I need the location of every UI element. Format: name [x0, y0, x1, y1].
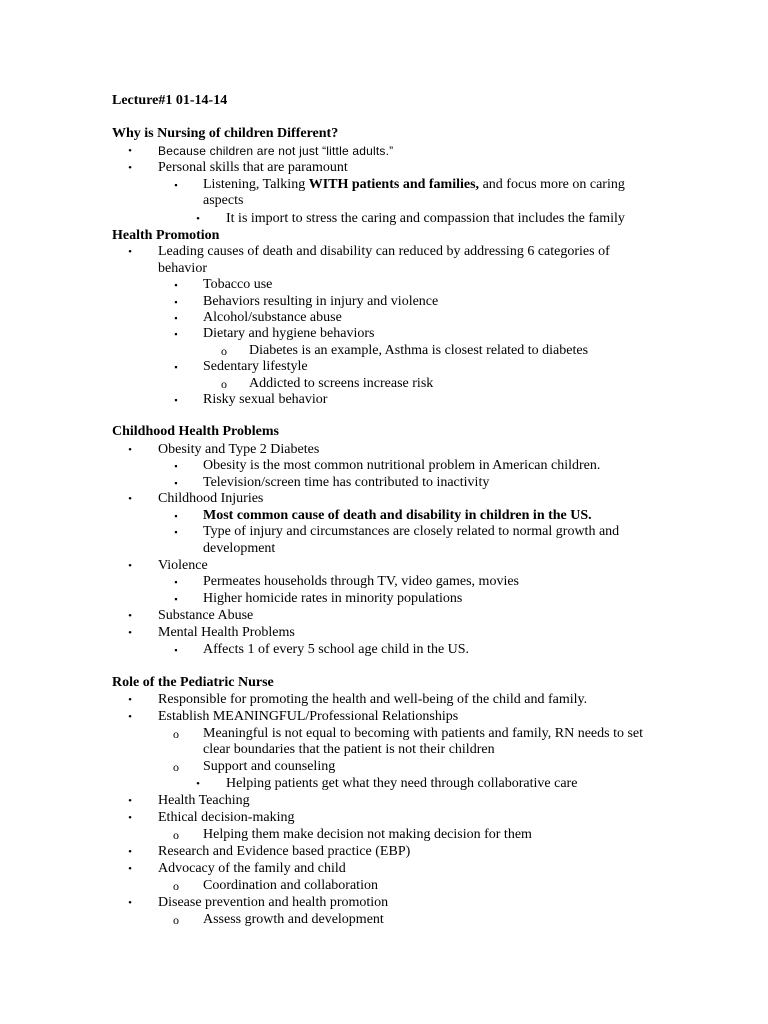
disc-bullet-icon: •	[196, 778, 200, 790]
section-heading: Why is Nursing of children Different?	[112, 126, 339, 141]
list-item-text: Television/screen time has contributed to inactivity	[203, 475, 490, 490]
disc-bullet-icon: •	[128, 444, 132, 456]
disc-bullet-icon: •	[128, 560, 132, 572]
list-item-text: Disease prevention and health promotion	[158, 895, 389, 910]
list-item-text: Helping patients get what they need through collaborative care	[226, 776, 578, 791]
disc-bullet-icon: •	[128, 812, 132, 824]
list-item-continuation: development	[203, 541, 276, 556]
plain-text: and focus more on caring	[479, 177, 625, 192]
section-heading: Health Promotion	[112, 228, 220, 243]
square-bullet-icon: ▪	[174, 297, 178, 307]
list-item-text: Affects 1 of every 5 school age child in the US.	[203, 642, 470, 657]
list-item-text: Meaningful is not equal to becoming with patients and family, RN needs to set	[203, 726, 644, 741]
list-item-text: Obesity and Type 2 Diabetes	[158, 442, 320, 457]
circle-bullet-icon: o	[221, 344, 227, 358]
list-item-text: Type of injury and circumstances are closely related to normal growth and	[203, 524, 620, 539]
square-bullet-icon: ▪	[174, 511, 178, 521]
list-item-text: Dietary and hygiene behaviors	[203, 326, 375, 341]
list-item-text: Assess growth and development	[203, 912, 384, 927]
disc-bullet-icon: •	[196, 213, 200, 225]
section-heading: Lecture#1 01-14-14	[112, 93, 228, 108]
list-item-text: Addicted to screens increase risk	[249, 376, 434, 391]
square-bullet-icon: ▪	[174, 577, 178, 587]
list-item-text: Coordination and collaboration	[203, 878, 378, 893]
circle-bullet-icon: o	[173, 913, 179, 927]
square-bullet-icon: ▪	[174, 180, 178, 190]
list-item-text: Substance Abuse	[158, 608, 254, 623]
disc-bullet-icon: •	[128, 145, 132, 157]
disc-bullet-icon: •	[128, 863, 132, 875]
disc-bullet-icon: •	[128, 627, 132, 639]
disc-bullet-icon: •	[128, 694, 132, 706]
disc-bullet-icon: •	[128, 846, 132, 858]
list-item-text: Violence	[158, 558, 208, 573]
disc-bullet-icon: •	[128, 493, 132, 505]
square-bullet-icon: ▪	[174, 478, 178, 488]
disc-bullet-icon: •	[128, 610, 132, 622]
list-item-text: Responsible for promoting the health and well-being of the child and family.	[158, 692, 588, 707]
circle-bullet-icon: o	[221, 377, 227, 391]
list-item-text: Mental Health Problems	[158, 625, 295, 640]
disc-bullet-icon: •	[128, 795, 132, 807]
list-item-text: Research and Evidence based practice (EBP)	[158, 844, 411, 859]
list-item-continuation: clear boundaries that the patient is not their children	[203, 742, 495, 757]
circle-bullet-icon: o	[173, 760, 179, 774]
emphasis-text: WITH patients and families,	[308, 177, 480, 192]
list-item-text: Ethical decision-making	[158, 810, 295, 825]
list-item-text: Diabetes is an example, Asthma is closest related to diabetes	[249, 343, 589, 358]
list-item-text: Tobacco use	[203, 277, 273, 292]
list-item-text: Higher homicide rates in minority populations	[203, 591, 463, 606]
list-item-text: Childhood Injuries	[158, 491, 264, 506]
list-item-text: Risky sexual behavior	[203, 392, 328, 407]
square-bullet-icon: ▪	[174, 313, 178, 323]
list-item-continuation: behavior	[158, 261, 207, 276]
disc-bullet-icon: •	[128, 897, 132, 909]
list-item-text: Health Teaching	[158, 793, 250, 808]
list-item-text	[203, 177, 625, 193]
circle-bullet-icon: o	[173, 828, 179, 842]
disc-bullet-icon: •	[128, 162, 132, 174]
list-item-text: It is import to stress the caring and compassion that includes the family	[226, 211, 625, 226]
list-item-text: Behaviors resulting in injury and violence	[203, 294, 439, 309]
list-item-text: Because children are not just “little adults.”	[158, 144, 394, 158]
list-item-continuation: aspects	[203, 193, 244, 208]
list-item-text: Leading causes of death and disability can reduced by addressing 6 categories of	[158, 244, 610, 259]
square-bullet-icon: ▪	[174, 395, 178, 405]
list-item-text: Personal skills that are paramount	[158, 160, 348, 175]
section-heading: Role of the Pediatric Nurse	[112, 675, 274, 690]
square-bullet-icon: ▪	[174, 329, 178, 339]
list-item-text: Most common cause of death and disability in children in the US.	[203, 508, 592, 523]
list-item-text: Sedentary lifestyle	[203, 359, 308, 374]
section-heading: Childhood Health Problems	[112, 424, 279, 439]
circle-bullet-icon: o	[173, 879, 179, 893]
square-bullet-icon: ▪	[174, 461, 178, 471]
list-item-text: Obesity is the most common nutritional problem in American children.	[203, 458, 601, 473]
list-item-text: Establish MEANINGFUL/Professional Relationships	[158, 709, 459, 724]
disc-bullet-icon: •	[128, 711, 132, 723]
square-bullet-icon: ▪	[174, 645, 178, 655]
list-item-text: Alcohol/substance abuse	[203, 310, 342, 325]
list-item-text: Advocacy of the family and child	[158, 861, 346, 876]
circle-bullet-icon: o	[173, 727, 179, 741]
square-bullet-icon: ▪	[174, 594, 178, 604]
disc-bullet-icon: •	[128, 246, 132, 258]
plain-text: Listening, Talking	[203, 177, 309, 192]
list-item-text: Support and counseling	[203, 759, 336, 774]
square-bullet-icon: ▪	[174, 527, 178, 537]
list-item-text: Permeates households through TV, video games, movies	[203, 574, 519, 589]
square-bullet-icon: ▪	[174, 280, 178, 290]
list-item-text: Helping them make decision not making decision for them	[203, 827, 532, 842]
square-bullet-icon: ▪	[174, 362, 178, 372]
